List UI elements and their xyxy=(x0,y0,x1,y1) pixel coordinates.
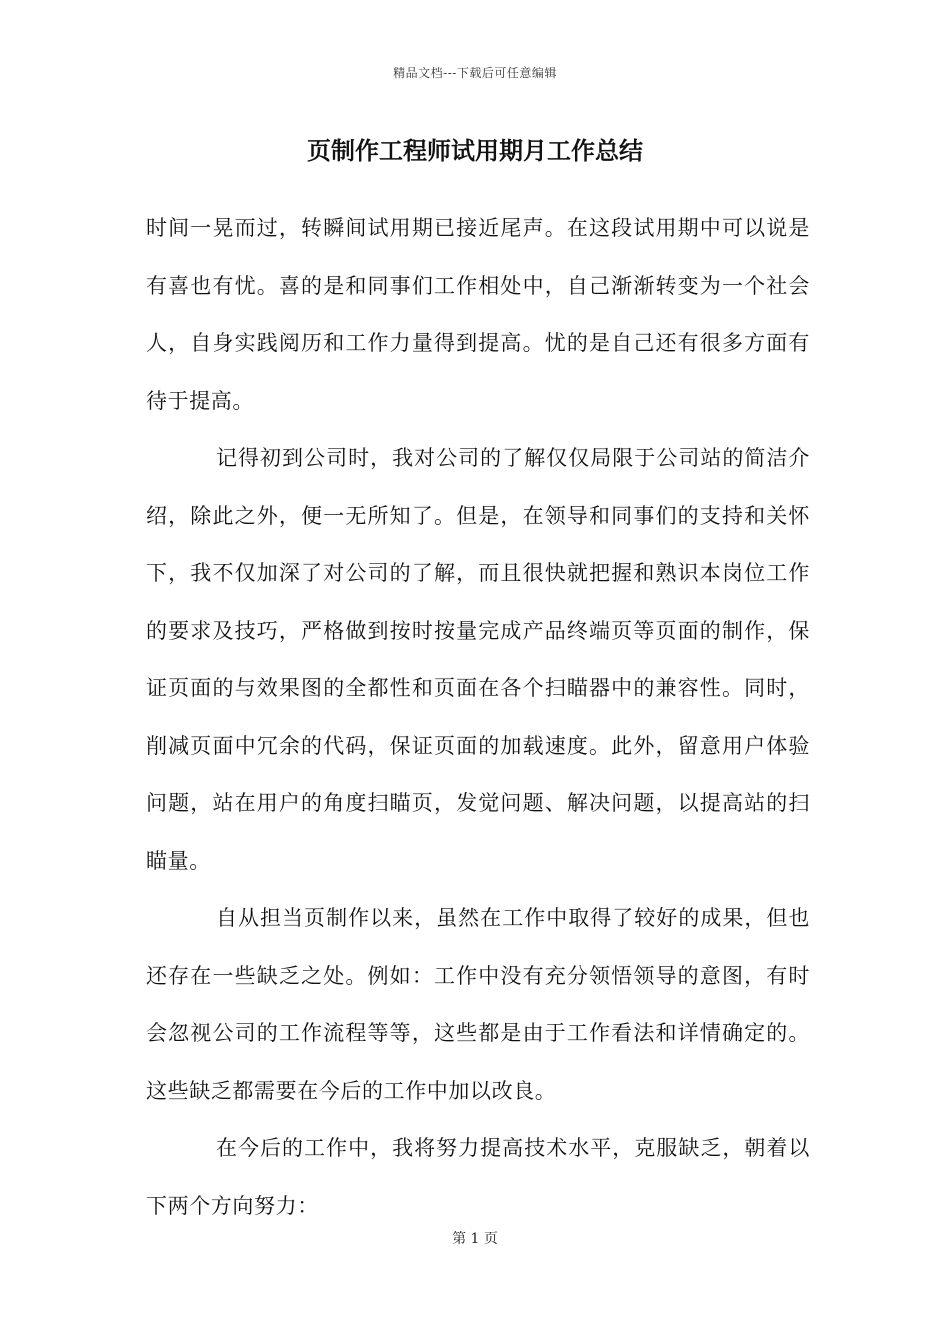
document-title: 页制作工程师试用期月工作总结 xyxy=(307,136,643,165)
document-body xyxy=(146,200,810,1235)
page-header: 精品文档---下载后可任意编辑 xyxy=(393,66,557,80)
page-number: 第 1 页 xyxy=(452,1231,498,1247)
paragraph-1: 时间一晃而过，转瞬间试用期已接近尾声。在这段试用期中可以说是有喜也有忧。喜的是和同事们工作相处中，自己渐渐转变为一个社会人，自身实践阅历和工作力量得到提高。忧的是自己还有很多方面有待于提高。 xyxy=(146,216,810,413)
paragraph-3: 自从担当页制作以来，虽然在工作中取得了较好的成果，但也还存在一些缺乏之处。例如：工作中没有充分领悟领导的意图，有时会忽视公司的工作流程等等，这些都是由于工作看法和详情确定的。这些缺乏都需要在今后的工作中加以改良。 xyxy=(146,906,810,1103)
paragraph-4: 在今后的工作中，我将努力提高技术水平，克服缺乏，朝着以下两个方向努力： xyxy=(146,1136,810,1218)
paragraph-2: 记得初到公司时，我对公司的了解仅仅局限于公司站的简洁介绍，除此之外，便一无所知了。但是，在领导和同事们的支持和关怀下，我不仅加深了对公司的了解，而且很快就把握和熟识本岗位工作的要求及技巧，严格做到按时按量完成产品终端页等页面的制作，保证页面的与效果图的全都性和页面在各个扫瞄器中的兼容性。同时，削减页面中冗余的代码，保证页面的加载速度。此外，留意用户体验问题，站在用户的角度扫瞄页，发觉问题、解决问题，以提高站的扫瞄量。 xyxy=(146,446,810,873)
